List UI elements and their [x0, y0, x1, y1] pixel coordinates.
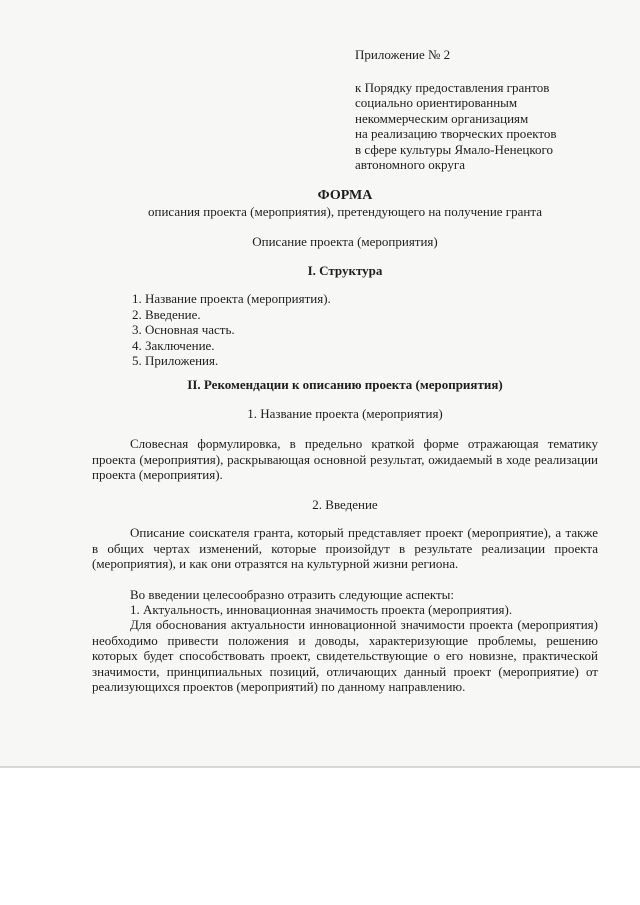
appendix-line: к Порядку предоставления грантов [355, 79, 550, 95]
structure-list [132, 291, 331, 369]
section-structure-title: I. Структура [307, 263, 383, 278]
appendix-block [355, 47, 635, 173]
list-item: 2. Введение. [132, 306, 201, 322]
list-item: 4. Заключение. [132, 337, 215, 353]
appendix-title: Приложение № 2 [355, 47, 451, 62]
list-item: 5. Приложения. [132, 353, 219, 369]
scan-edge-divider [0, 766, 640, 768]
description-title: Описание проекта (мероприятия) [252, 234, 438, 249]
appendix-line: социально ориентированным [355, 95, 518, 110]
paragraph: Описание соискателя гранта, который представляет проект (мероприятие), а также в общих чертах изменений, которые произойдут в результате реализации проекта (мероприятия), и как они отразятся на культурной жизни региона. [92, 525, 598, 572]
subsection-intro-title: 2. Введение [312, 497, 378, 512]
appendix-line: на реализацию творческих проектов [355, 126, 557, 141]
section-recommendations-title: II. Рекомендации к описанию проекта (мероприятия) [187, 377, 503, 392]
paragraph: Во введении целесообразно отразить следующие аспекты: [130, 587, 455, 602]
paragraph: Для обоснования актуальности инновационной значимости проекта (мероприятия) необходимо привести положения и доводы, характеризующие проблемы, решению которых будет способствовать проект, свидетельствующие о его новизне, практической значимости, принципиальных позиций, отличающих данный проект (мероприятие) от реализующихся проектов (мероприятий) по данному направлению. [92, 617, 598, 695]
appendix-line: в сфере культуры Ямало-Ненецкого [355, 141, 554, 157]
paragraph: Словесная формулировка, в предельно краткой форме отражающая тематику проекта (мероприятия), раскрывающая основной результат, ожидаемый в ходе реализации проекта (мероприятия). [92, 436, 598, 483]
form-subheading: описания проекта (мероприятия), претендующего на получение гранта [148, 204, 542, 219]
list-item: 3. Основная часть. [132, 322, 235, 338]
appendix-line: некоммерческим организациям [355, 110, 529, 126]
subsection-name-title: 1. Название проекта (мероприятия) [247, 406, 443, 421]
appendix-reference [355, 80, 635, 173]
appendix-line: автономного округа [355, 157, 465, 172]
paragraph: 1. Актуальность, инновационная значимость проекта (мероприятия). [130, 602, 513, 617]
form-heading: ФОРМА [317, 188, 373, 203]
list-item: 1. Название проекта (мероприятия). [132, 291, 331, 306]
